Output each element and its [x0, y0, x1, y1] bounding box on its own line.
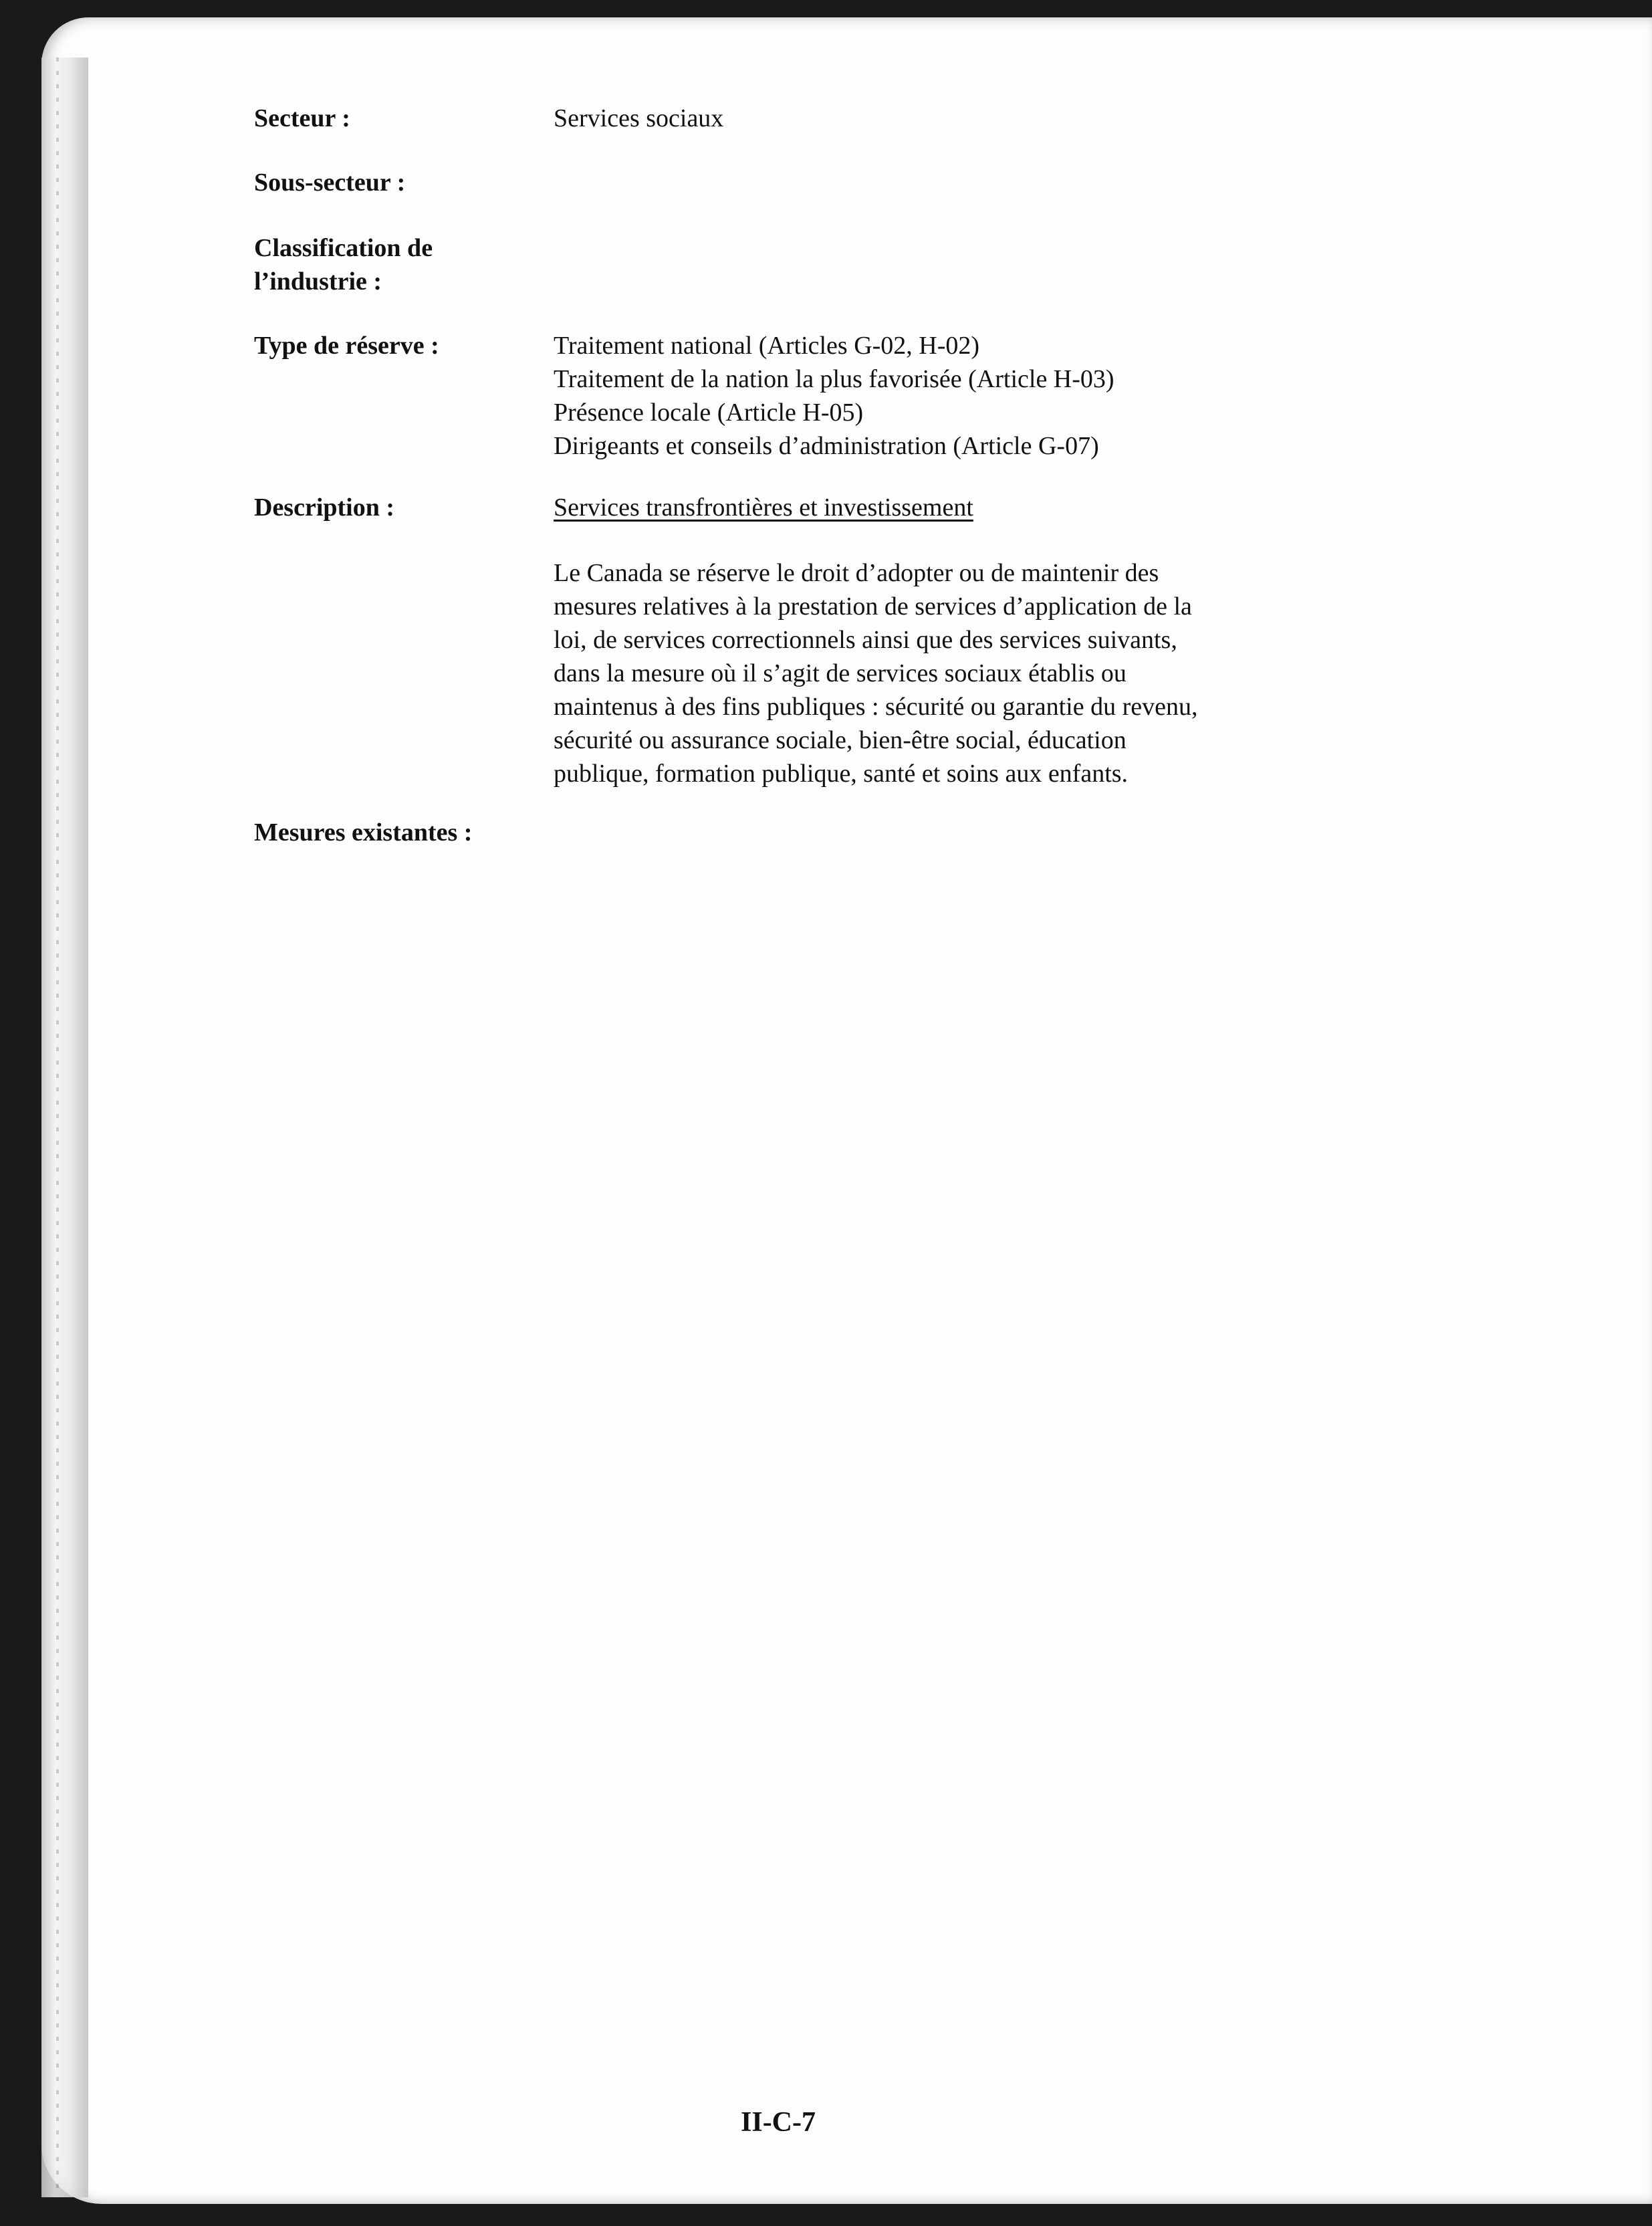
- secteur-label: Secteur :: [254, 104, 350, 132]
- sous-secteur-label: Sous-secteur :: [254, 169, 406, 197]
- description-line: loi, de services correctionnels ainsi que des services suivants,: [554, 626, 1177, 654]
- description-body: [554, 556, 1316, 790]
- reserve-type-item: Traitement national (Articles G-02, H-02): [554, 332, 980, 360]
- description-label: Description :: [254, 493, 395, 522]
- reserve-type-item: Présence locale (Article H-05): [554, 399, 864, 427]
- classification-label-line2: l’industrie :: [254, 267, 382, 296]
- page-number: II-C-7: [741, 2107, 816, 2138]
- classification-label: [254, 231, 508, 298]
- reserve-type-item: Traitement de la nation la plus favorisée (Article H-03): [554, 365, 1114, 393]
- mesures-existantes-label: Mesures existantes :: [254, 818, 473, 847]
- secteur-value: Services sociaux: [554, 104, 724, 132]
- description-line: Le Canada se réserve le droit d’adopter ou de maintenir des: [554, 559, 1159, 587]
- description-line: mesures relatives à la prestation de services d’application de la: [554, 592, 1192, 621]
- type-de-reserve-label: Type de réserve :: [254, 332, 439, 360]
- description-line: publique, formation publique, santé et soins aux enfants.: [554, 760, 1129, 788]
- classification-label-line1: Classification de: [254, 234, 433, 262]
- description-line: sécurité ou assurance sociale, bien-être social, éducation: [554, 726, 1127, 754]
- reserve-type-item: Dirigeants et conseils d’administration (Article G-07): [554, 432, 1099, 460]
- description-line: dans la mesure où il s’agit de services sociaux établis ou: [554, 659, 1127, 687]
- description-line: maintenus à des fins publiques : sécurité ou garantie du revenu,: [554, 693, 1198, 721]
- description-heading: Services transfrontières et investissement: [554, 493, 973, 522]
- type-de-reserve-list: [554, 329, 1114, 463]
- binding-edge: [41, 58, 88, 2197]
